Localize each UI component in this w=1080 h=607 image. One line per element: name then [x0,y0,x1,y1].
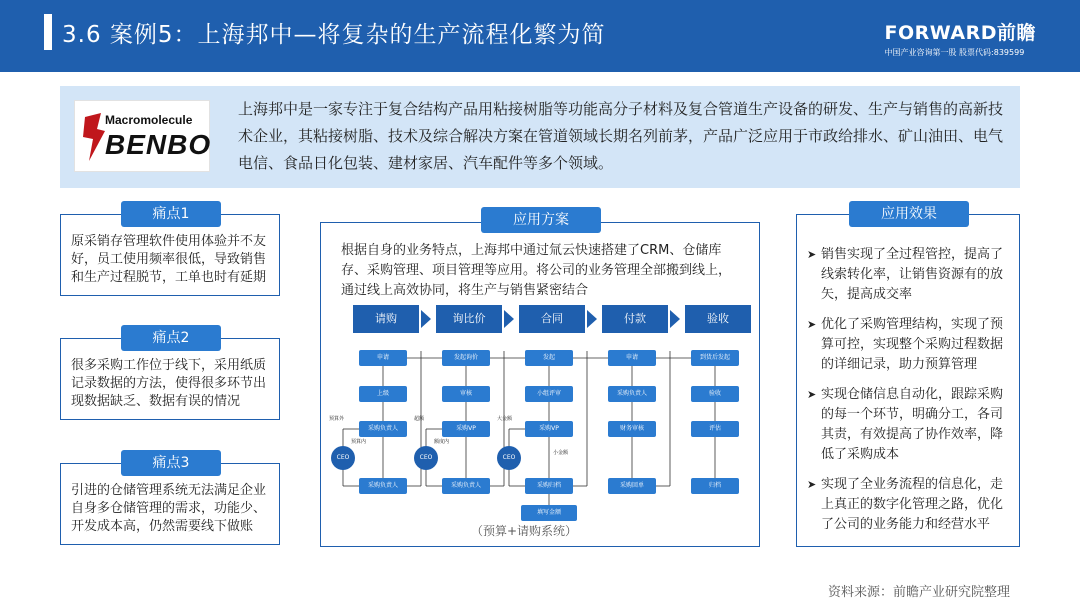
flow-node: 采购回单 [608,478,656,494]
pain-point-card-3 [60,455,280,545]
flow-node: 发起询价 [442,350,490,366]
arrow-right-icon: ➤ [807,318,817,331]
page-title: 3.6 案例5：上海邦中—将复杂的生产流程化繁为简 [62,22,606,48]
source-note: 资料来源：前瞻产业研究院整理 [827,585,1010,600]
flow-node: 采购归档 [525,478,573,494]
result-item [807,475,1015,535]
flow-label: 小金额 [553,450,569,456]
brand-logo [885,18,1036,58]
title-accent-bar [44,14,52,50]
flow-label: 预算内 [351,439,367,445]
flow-node: 采购负责人 [608,386,656,402]
result-text: 销售实现了全过程管控，提高了线索转化率，让销售资源有的放矢，提高成交率 [821,247,1004,302]
flow-ceo-node: CEO [497,446,521,470]
header-bar [0,0,1080,72]
result-text: 实现了全业务流程的信息化，走上真正的数字化管理之路，优化了公司的业务能力和经营水平 [821,477,1004,532]
flow-node: 申请 [359,350,407,366]
arrow-right-icon: ➤ [807,388,817,401]
flow-node: 审核 [442,386,490,402]
flow-node: 归档 [691,478,739,494]
results-title: 应用效果 [849,201,969,227]
solution-text: 根据自身的业务特点，上海邦中通过氚云快速搭建了CRM、仓储库存、采购管理、项目管理等应用。将公司的业务管理全部搬到线上，通过线上高效协同，将生产与销售紧密结合 [341,243,732,298]
flow-node: 采购负责人 [359,478,407,494]
benbo-mark-icon [81,111,107,163]
result-text: 实现仓储信息自动化，跟踪采购的每一个环节，明确分工，各司其责，有效提高了协作效率，降低了采购成本 [821,387,1004,462]
solution-title: 应用方案 [481,207,601,233]
company-intro [60,86,1020,188]
flow-node: 到货后发起 [691,350,739,366]
result-text: 优化了采购管理结构，实现了预算可控，实现整个采购过程数据的详细记录，助力预算管理 [821,317,1004,372]
flow-caption: （预算+请购系统） [471,524,578,538]
flow-label: 预算外 [329,416,345,422]
result-item [807,245,1015,305]
pain-point-text-3: 引进的仓储管理系统无法满足企业自身多仓储管理的需求，功能少、开发成本高，仍然需要线下做账 [71,483,267,534]
flow-node: 采购负责人 [359,421,407,437]
pain-point-title-3: 痛点3 [121,450,221,476]
stage-acceptance: 验收 [685,305,751,333]
brand-name: FORWARD前瞻 [884,22,1036,44]
pain-point-card-1 [60,206,280,296]
flow-node: 验收 [691,386,739,402]
results-card [796,206,1020,547]
flow-node: 采购负责人 [442,478,490,494]
flow-node: 采购VP [525,421,573,437]
fill-amount-node: 填写金额 [521,505,577,521]
flow-label: 额度内 [434,439,450,445]
flow-ceo-node: CEO [331,446,355,470]
pain-point-title-2: 痛点2 [121,325,221,351]
flow-ceo-node: CEO [414,446,438,470]
result-item [807,385,1015,465]
stage-payment: 付款 [602,305,668,333]
flow-node: 上级 [359,386,407,402]
arrow-right-icon: ➤ [807,248,817,261]
pain-point-text-1: 原采销存管理软件使用体验并不友好，员工使用频率很低，导致销售和生产过程脱节，工单也时有延期 [71,234,267,285]
arrow-right-icon: ➤ [807,478,817,491]
stage-inquiry: 询比价 [436,305,502,333]
flow-node: 评估 [691,421,739,437]
flow-node: 财务审核 [608,421,656,437]
stage-request: 请购 [353,305,419,333]
pain-point-card-2 [60,330,280,420]
stage-contract: 合同 [519,305,585,333]
results-list [807,245,1015,545]
pain-point-text-2: 很多采购工作位于线下，采用纸质记录数据的方法，使得很多环节出现数据缺乏、数据有误的情况 [71,358,267,409]
flow-label: 大金额 [497,416,513,422]
logo-wordmark: BENBO [105,129,212,160]
flow-node: 小组评审 [525,386,573,402]
solution-card [320,212,760,547]
brand-tagline: 中国产业咨询第一股 股票代码:839599 [884,48,1025,57]
result-item [807,315,1015,375]
intro-text: 上海邦中是一家专注于复合结构产品用粘接树脂等功能高分子材料及复合管道生产设备的研发、生产与销售的高新技术企业，其粘接树脂、技术及综合解决方案在管道领域长期名列前茅，产品广泛应用于市政给排水、矿山油田、电气电信、食品日化包装、建材家居、汽车配件等多个领域。 [238,100,1004,172]
flow-node: 申请 [608,350,656,366]
flow-label: 超额 [414,416,425,422]
pain-point-title-1: 痛点1 [121,201,221,227]
company-logo [74,100,210,172]
flow-node: 发起 [525,350,573,366]
logo-subtext: Macromolecule [105,113,193,127]
flow-node: 采购VP [442,421,490,437]
